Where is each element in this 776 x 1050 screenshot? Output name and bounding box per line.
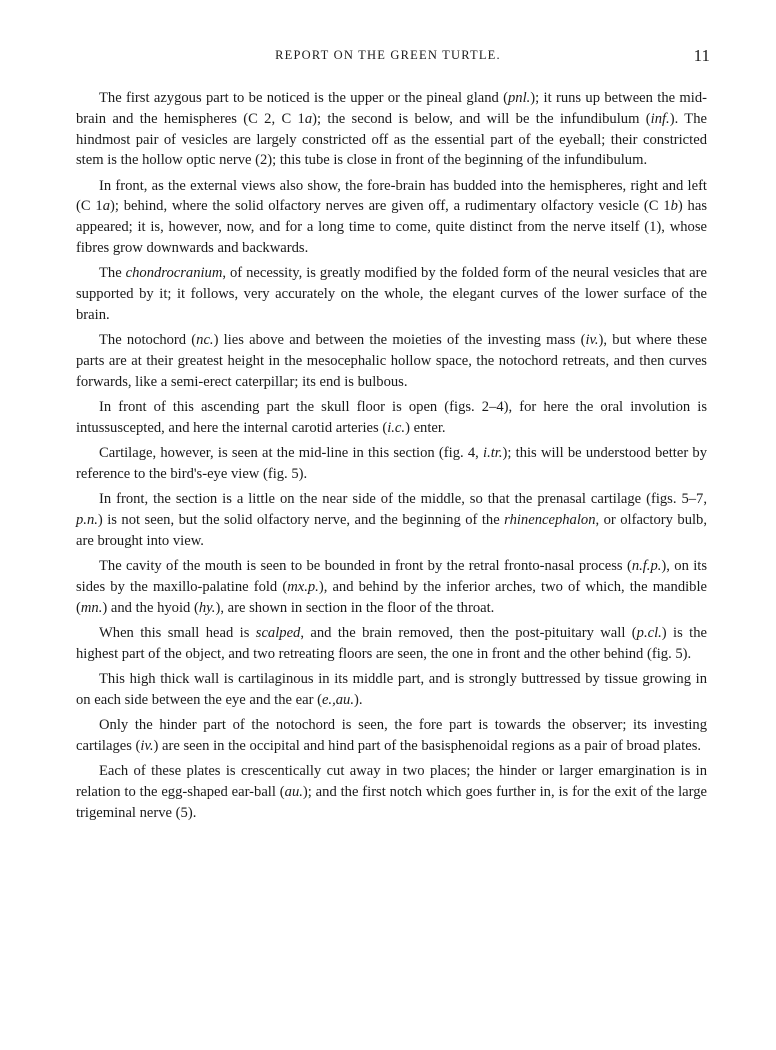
text-run: The [99,265,126,282]
text-run: ); behind, where the solid olfactory nerves are given off, a rudimentary olfactory vesicle (C 1 [110,198,671,215]
paragraph [76,489,707,551]
italic-run: au. [284,784,303,801]
text-run: , or olfactory bulb, are brought into view. [76,512,707,549]
text-run: ), are shown in section in the floor of the throat. [215,599,495,616]
text-run: In front, the section is a little on the near side of the middle, so that the prenasal cartilage (figs. 5–7, [99,491,707,508]
text-run: , and the brain removed, then the post-pituitary wall ( [300,625,637,642]
paragraph [76,623,707,665]
paragraph [76,761,707,823]
text-run: ), but where these parts are at their greatest height in the mesocephalic hollow space, the notochord retreats, and then curves forwards, like a semi-erect caterpillar; its end is bulbous. [76,332,707,390]
italic-run: i.tr. [483,445,503,462]
text-run: When this small head is [99,625,256,642]
italic-run: mx.p. [287,579,319,596]
text-run: This high thick wall is cartilaginous in its middle part, and is strongly buttressed by tissue growing in on each side between the eye and the ear ( [76,671,707,709]
paragraph [76,556,707,618]
italic-run: n.f.p. [631,558,662,575]
text-run: Cartilage, however, is seen at the mid-line in this section (fig. 4, [99,445,484,462]
text-run: The notochord ( [99,332,197,349]
text-run: ), and behind by the inferior arches, two of which, the mandible ( [76,579,708,616]
italic-run: hy. [198,599,216,616]
text-run: ); and the first notch which goes further in, is for the exit of the large trigeminal nerve (5). [76,784,707,821]
running-header [0,46,776,70]
italic-run: e.,au. [321,692,354,709]
italic-run: b [670,198,678,215]
italic-run: scalped [255,625,301,642]
text-run: ); this will be understood better by reference to the bird's-eye view (fig. 5). [76,445,707,483]
text-run: , of necessity, is greatly modified by the folded form of the neural vesicles that are supported by it; it follows, very accurately on the whole, the elegant curves of the lower surface of the brain. [76,265,707,323]
body-text [76,88,707,828]
paragraph [76,443,707,485]
italic-run: iv. [585,332,599,349]
italic-run: inf. [650,110,670,127]
italic-run: p.cl. [636,625,662,642]
text-run: ) is not seen, but the solid olfactory nerve, and the beginning of the [97,512,505,529]
italic-run: p.n. [76,512,98,529]
italic-run: chondrocranium [125,265,223,282]
text-run: ) and the hyoid ( [102,599,199,616]
text-run: ). [353,692,363,709]
text-run: ), on its sides by the maxillo-palatine fold ( [76,558,708,596]
italic-run: rhinencephalon [504,512,596,529]
text-run: ) has appeared; it is, however, now, and for a long time to come, quite distinct from the nerve itself (1), whose fibres grow downwards and backwards. [76,198,707,257]
italic-run: pnl. [508,90,531,106]
text-run: The first azygous part to be noticed is the upper or the pineal gland ( [99,90,508,106]
italic-run: mn. [80,599,103,616]
paragraph [76,263,707,325]
text-run: ) lies above and between the moieties of the investing mass ( [213,332,586,349]
text-run: ); it runs up between the mid-brain and the hemispheres (C 2, C 1 [76,90,707,127]
text-run: ) is the highest part of the object, and two retreating floors are seen, the one in front and the other behind (fig. 5). [76,625,707,662]
paragraph [76,176,707,259]
italic-run: iv. [140,738,154,755]
italic-run: a [304,110,313,127]
text-run: ) enter. [405,419,446,436]
italic-run: a [102,198,110,215]
text-run: In front, as the external views also show, the fore-brain has budded into the hemispheres, right and left (C 1 [76,177,707,215]
text-run: The cavity of the mouth is seen to be bounded in front by the retral fronto-nasal process ( [99,558,632,575]
text-run: ); the second is below, and will be the infundibulum ( [312,110,651,127]
text-run: ) are seen in the occipital and hind part of the basisphenoidal regions as a pair of broad plates. [153,738,702,755]
text-run: Each of these plates is crescentically cut away in two places; the hinder or larger emargination is in relation to the egg-shaped ear-ball ( [76,763,707,801]
page-number: 11 [693,46,710,65]
italic-run: i.c. [387,419,406,436]
paragraph [76,330,707,392]
paragraph [76,669,707,711]
paragraph [76,88,707,171]
text-run: Only the hinder part of the notochord is seen, the fore part is towards the observer; its investing cartilages ( [76,717,707,755]
text-run: ). The hindmost pair of vesicles are largely constricted off as the essential part of the eyeball; their constricted stem is the hollow optic nerve (2); this tube is close in front of the beginning of the infundibulum. [76,110,707,169]
running-title: REPORT ON THE GREEN TURTLE. [275,48,501,62]
paragraph [76,715,707,757]
text-run: In front of this ascending part the skull floor is open (figs. 2–4), for here the oral involution is intussuscepted, and here the internal carotid arteries ( [76,399,707,436]
italic-run: nc. [196,332,214,349]
paragraph [76,397,707,439]
